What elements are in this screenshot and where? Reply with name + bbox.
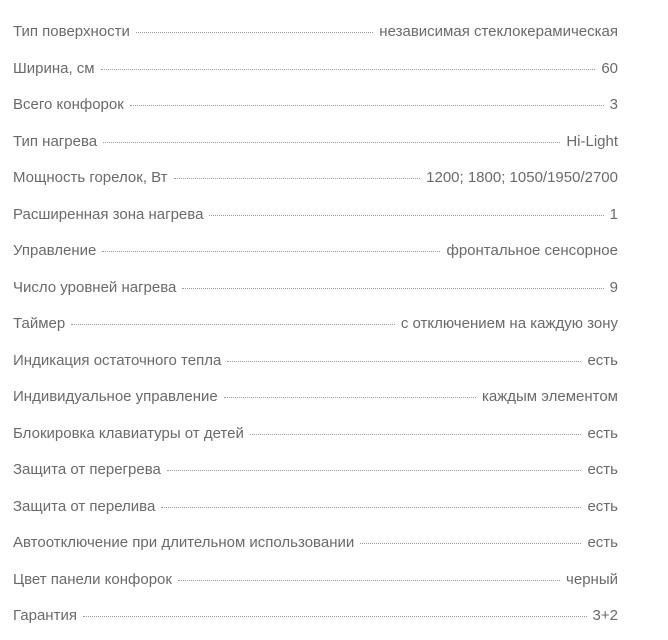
spec-row [13, 270, 618, 307]
spec-row [13, 51, 618, 88]
spec-label: Число уровней нагрева [13, 278, 177, 296]
dotted-leader [250, 434, 582, 435]
dotted-leader [174, 178, 421, 179]
spec-label: Ширина, см [13, 59, 95, 77]
spec-value: независимая стеклокерамическая [379, 23, 618, 40]
spec-value: есть [587, 351, 618, 369]
spec-value: Hi-Light [566, 132, 618, 150]
dotted-leader [71, 324, 395, 325]
spec-row [13, 379, 618, 416]
spec-label: Индивидуальное управление [13, 388, 218, 405]
spec-label: Защита от перелива [13, 497, 156, 515]
spec-label: Управление [13, 242, 97, 259]
spec-label: Тип нагрева [13, 132, 98, 150]
spec-label: Тип поверхности [13, 23, 130, 40]
spec-row [13, 306, 618, 343]
spec-label: Расширенная зона нагрева [13, 205, 204, 223]
dotted-leader [103, 142, 560, 143]
dotted-leader [360, 543, 581, 544]
spec-row [13, 598, 618, 635]
dotted-leader [130, 105, 604, 106]
spec-label: Автоотключение при длительном использовании [13, 534, 355, 551]
dotted-leader [83, 616, 587, 617]
dotted-leader [167, 470, 582, 471]
spec-value: 9 [609, 278, 618, 296]
dotted-leader [227, 361, 581, 362]
spec-label: Цвет панели конфорок [13, 570, 172, 588]
dotted-leader [161, 507, 581, 508]
spec-value: 3 [609, 96, 618, 113]
spec-row [13, 489, 618, 526]
dotted-leader [209, 215, 603, 216]
spec-row [13, 452, 618, 489]
spec-row [13, 197, 618, 234]
spec-value: 3+2 [592, 607, 618, 624]
spec-row [13, 14, 618, 51]
spec-row [13, 124, 618, 161]
spec-row [13, 343, 618, 380]
spec-row [13, 233, 618, 270]
spec-value: 1200; 1800; 1050/1950/2700 [426, 169, 618, 186]
dotted-leader [182, 288, 603, 289]
spec-value: есть [587, 497, 618, 515]
spec-value: фронтальное сенсорное [446, 242, 618, 259]
dotted-leader [136, 32, 373, 33]
spec-value: с отключением на каждую зону [400, 315, 618, 332]
dotted-leader [224, 397, 476, 398]
spec-value: есть [587, 461, 618, 478]
spec-label: Гарантия [13, 607, 77, 624]
spec-row [13, 416, 618, 453]
spec-label: Защита от перегрева [13, 461, 161, 478]
spec-label: Мощность горелок, Вт [13, 169, 168, 186]
spec-value: есть [587, 424, 618, 442]
spec-row [13, 87, 618, 124]
spec-value: черный [566, 570, 618, 588]
spec-row [13, 160, 618, 197]
spec-label: Блокировка клавиатуры от детей [13, 424, 244, 442]
spec-value: 1 [609, 205, 618, 223]
spec-row [13, 562, 618, 599]
spec-label: Таймер [13, 315, 66, 332]
spec-row [13, 525, 618, 562]
dotted-leader [101, 69, 596, 70]
spec-value: есть [587, 534, 618, 551]
spec-value: каждым элементом [482, 388, 618, 405]
dotted-leader [102, 251, 440, 252]
spec-label: Всего конфорок [13, 96, 124, 113]
spec-list [13, 14, 618, 635]
spec-value: 60 [601, 59, 618, 77]
spec-label: Индикация остаточного тепла [13, 351, 222, 369]
dotted-leader [178, 580, 560, 581]
